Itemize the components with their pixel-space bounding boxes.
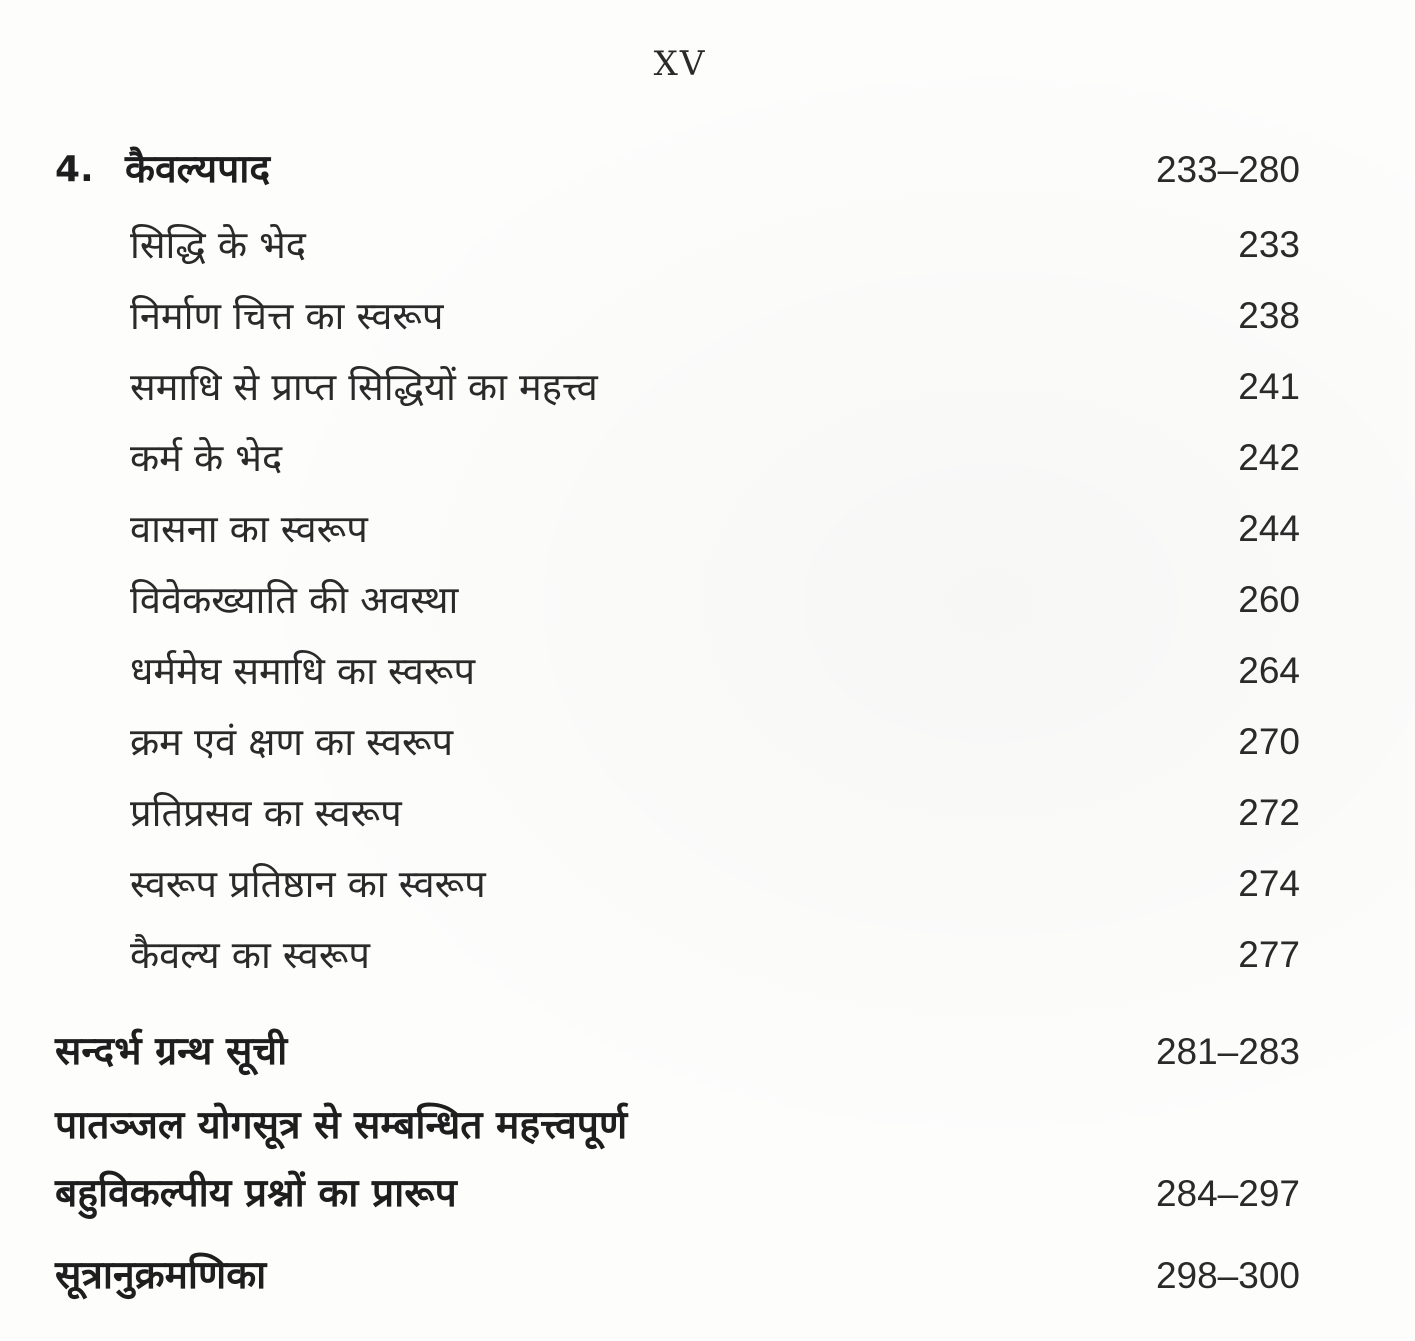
mcq-title-line2: बहुविकल्पीय प्रश्नों का प्रारूप	[55, 1171, 457, 1216]
toc-entry-page: 264	[1238, 650, 1300, 691]
toc-entry-title: स्वरूप प्रतिष्ठान का स्वरूप	[130, 862, 486, 906]
mcq-title-line1: पातञ्जल योगसूत्र से सम्बन्धित महत्त्वपूर्ण	[55, 1103, 628, 1148]
toc-entry-page: 274	[1238, 863, 1300, 904]
toc-back-matter-mcq-line1[interactable]	[0, 1096, 1415, 1156]
chapter-page-range: 233–280	[1155, 149, 1300, 190]
toc-entry[interactable]	[0, 570, 1415, 630]
toc-entry-title: कैवल्य का स्वरूप	[130, 933, 370, 977]
toc-entry-title: धर्ममेघ समाधि का स्वरूप	[130, 649, 476, 693]
toc-entry-page: 242	[1238, 437, 1300, 478]
toc-entry[interactable]	[0, 428, 1415, 488]
toc-entry-title: विवेकख्याति की अवस्था	[130, 578, 459, 622]
chapter-heading-row[interactable]	[0, 140, 1415, 200]
toc-entry-page: 277	[1238, 934, 1300, 975]
toc-entry[interactable]	[0, 925, 1415, 985]
bibliography-title: सन्दर्भ ग्रन्थ सूची	[55, 1029, 288, 1074]
toc-back-matter-sutra-index[interactable]	[0, 1246, 1415, 1306]
page-number: XV	[653, 44, 707, 84]
toc-entry[interactable]	[0, 712, 1415, 772]
toc-entry-title: सिद्धि के भेद	[130, 223, 306, 267]
toc-entry[interactable]	[0, 854, 1415, 914]
toc-entry-page: 241	[1238, 366, 1300, 407]
toc-entry-title: प्रतिप्रसव का स्वरूप	[130, 791, 402, 835]
toc-entry[interactable]	[0, 215, 1415, 275]
toc-entry-page: 270	[1238, 721, 1300, 762]
chapter-title: कैवल्यपाद	[125, 147, 271, 192]
toc-entry-page: 233	[1238, 224, 1300, 265]
toc-entry-title: समाधि से प्राप्त सिद्धियों का महत्त्व	[130, 365, 598, 409]
chapter-number: 4.	[55, 149, 94, 190]
toc-entry-page: 272	[1238, 792, 1300, 833]
toc-back-matter-mcq-line2[interactable]	[0, 1164, 1415, 1224]
sutra-index-page-range: 298–300	[1155, 1255, 1300, 1296]
toc-back-matter-bibliography[interactable]	[0, 1022, 1415, 1082]
toc-entry-page: 238	[1238, 295, 1300, 336]
toc-entry-title: कर्म के भेद	[130, 436, 283, 480]
toc-entry-title: निर्माण चित्त का स्वरूप	[130, 294, 444, 338]
toc-entry[interactable]	[0, 357, 1415, 417]
toc-entry-title: वासना का स्वरूप	[130, 507, 368, 551]
toc-entry[interactable]	[0, 286, 1415, 346]
toc-entry-title: क्रम एवं क्षण का स्वरूप	[130, 720, 454, 764]
toc-entry[interactable]	[0, 499, 1415, 559]
sutra-index-title: सूत्रानुक्रमणिका	[55, 1253, 267, 1298]
toc-entry[interactable]	[0, 783, 1415, 843]
toc-entry-page: 260	[1238, 579, 1300, 620]
mcq-page-range: 284–297	[1155, 1173, 1300, 1214]
bibliography-page-range: 281–283	[1155, 1031, 1300, 1072]
toc-entry-page: 244	[1238, 508, 1300, 549]
toc-entry[interactable]	[0, 641, 1415, 701]
